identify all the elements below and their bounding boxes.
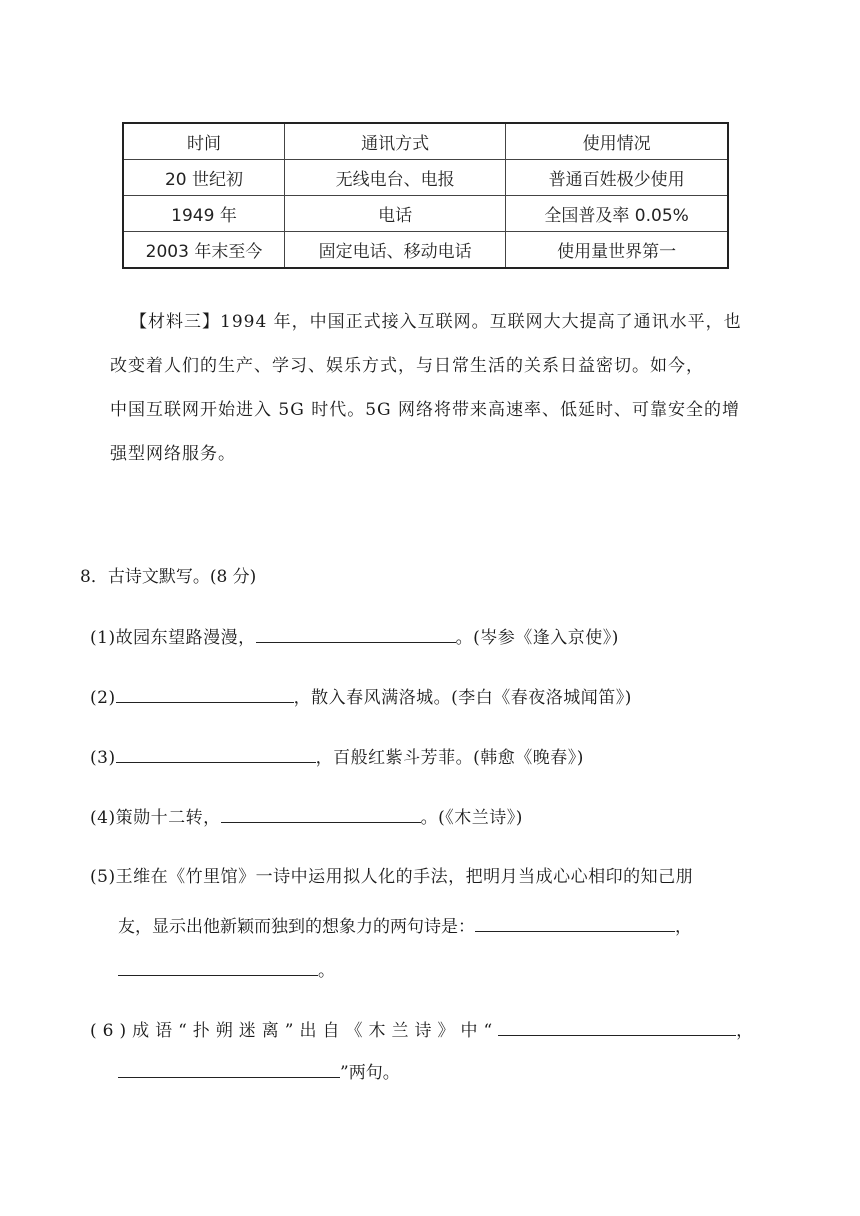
item-text: ”两句。 xyxy=(340,1063,400,1083)
table-row xyxy=(123,232,728,269)
item-text: (6)成语“扑朔迷离”出自《木兰诗》中“ xyxy=(90,1021,499,1041)
table-cell: 1949 年 xyxy=(123,196,285,232)
table-cell: 20 世纪初 xyxy=(123,160,285,196)
item-text: ， xyxy=(736,1021,754,1041)
item-text: (5)王维在《竹里馆》一诗中运用拟人化的手法，把明月当成心心相印的知己朋 xyxy=(90,867,694,887)
table-header: 使用情况 xyxy=(506,123,728,160)
table-cell: 固定电话、移动电话 xyxy=(285,232,506,269)
question-item-6 xyxy=(90,1016,754,1041)
question-item-5 xyxy=(90,862,693,887)
answer-blank[interactable] xyxy=(256,624,456,643)
question-item-5-line2 xyxy=(118,912,692,937)
table-cell: 电话 xyxy=(285,196,506,232)
paragraph-line: 中国互联网开始进入 5G 时代。5G 网络将带来高速率、低延时、可靠安全的增 xyxy=(110,400,741,420)
item-text: ，散入春风满洛城。(李白《春夜洛城闻笛》) xyxy=(293,688,632,708)
answer-blank[interactable] xyxy=(118,1059,340,1078)
answer-blank[interactable] xyxy=(116,744,316,763)
item-text: 。(《木兰诗》) xyxy=(420,808,523,828)
table-cell: 普通百姓极少使用 xyxy=(506,160,728,196)
question-title: 8．古诗文默写。(8 分) xyxy=(80,567,257,587)
item-text: 。 xyxy=(318,961,335,981)
table-row xyxy=(123,196,728,232)
table-cell: 2003 年末至今 xyxy=(123,232,285,269)
item-text: 友，显示出他新颖而独到的想象力的两句诗是： xyxy=(118,917,475,937)
item-text: (4)策勋十二转， xyxy=(90,808,221,828)
item-text: 。(岑参《逢入京使》) xyxy=(455,628,619,648)
question-item-4 xyxy=(90,803,523,828)
item-text: ，百般红紫斗芳菲。(韩愈《晚春》) xyxy=(315,748,584,768)
answer-blank[interactable] xyxy=(475,913,675,932)
paragraph-line: 【材料三】1994 年，中国正式接入互联网。互联网大大提高了通讯水平，也 xyxy=(130,312,742,332)
table-cell: 全国普及率 0.05% xyxy=(506,196,728,232)
question-item-5-line3 xyxy=(118,956,335,981)
paragraph-line: 改变着人们的生产、学习、娱乐方式，与日常生活的关系日益密切。如今， xyxy=(110,356,704,376)
question-item-3 xyxy=(90,743,584,768)
item-text: ， xyxy=(675,917,692,937)
communication-table xyxy=(122,122,729,269)
table-header: 时间 xyxy=(123,123,285,160)
item-text: (3) xyxy=(90,748,116,768)
table-header: 通讯方式 xyxy=(285,123,506,160)
answer-blank[interactable] xyxy=(498,1017,736,1036)
item-text: (1)故园东望路漫漫， xyxy=(90,628,256,648)
item-text: (2) xyxy=(90,688,116,708)
material-three-paragraph xyxy=(110,300,790,476)
table-cell: 使用量世界第一 xyxy=(506,232,728,269)
answer-blank[interactable] xyxy=(118,957,318,976)
question-item-2 xyxy=(90,683,632,708)
table-header-row xyxy=(123,123,728,160)
question-item-1 xyxy=(90,623,619,648)
answer-blank[interactable] xyxy=(116,684,294,703)
table-row xyxy=(123,160,728,196)
answer-blank[interactable] xyxy=(221,804,421,823)
table-cell: 无线电台、电报 xyxy=(285,160,506,196)
question-item-6-line2 xyxy=(118,1058,400,1083)
paragraph-line: 强型网络服务。 xyxy=(110,444,236,464)
